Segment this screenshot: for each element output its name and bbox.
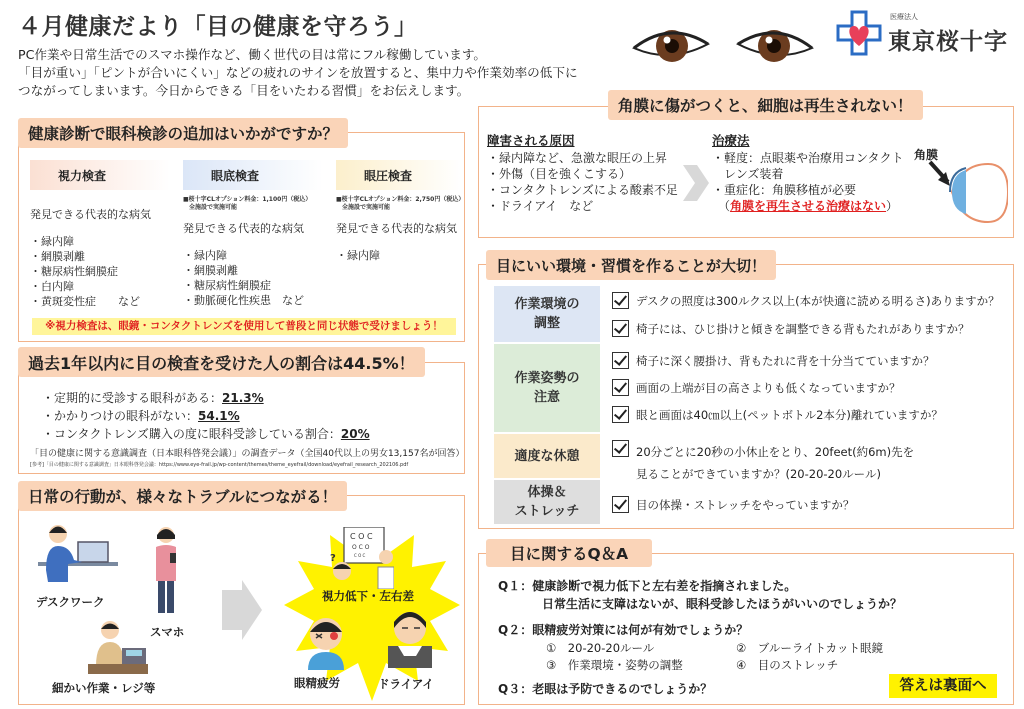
answer-option: ① 20-20-20ルール: [546, 641, 655, 655]
qa-header: 目に関するQ＆A: [486, 539, 652, 567]
eye-strain-label: 眼精疲労: [294, 676, 340, 690]
intro-text: PC作業や日常生活でのスマホ操作など、働く世代の目は常にフル稼働しています。 「目が重い」「ピントが合いにくい」などの疲れのサインを放置すると、集中力や作業効率の低下に つながってしまいます。今日からできる「目をいたわる習慣」をお伝えします。: [18, 47, 578, 98]
answer-on-back-badge: 答えは裏面へ: [889, 674, 997, 698]
answer-option: ③ 作業環境・姿勢の調整: [546, 658, 683, 672]
cornea-causes: 障害される原因 ・緑内障など、急激な眼圧の上昇 ・外傷（目を強くこする） ・コンタクトレンズによる酸素不足 ・ドライアイ など: [487, 133, 678, 213]
checkbox-icon: [612, 352, 629, 369]
arrow-right-icon: [222, 580, 262, 640]
eye-strain-icon: [300, 612, 352, 672]
vision-decline-label: 視力低下・左右差: [322, 589, 414, 603]
question-3: Q３：老眼は予防できるのでしょうか？: [498, 682, 713, 696]
checkbox-icon: [612, 320, 629, 337]
pressure-test-title: 眼圧検査: [336, 160, 462, 190]
svg-text:C O C: C O C: [350, 532, 373, 541]
dry-eye-label: ドライアイ: [378, 677, 434, 691]
question-1: Q１：健康診断で視力低下と左右差を指摘されました。: [498, 579, 797, 593]
logo: 医療法人 東京桜十字: [836, 10, 1016, 58]
survey-source: 「目の健康に関する意識調査（日本眼科啓発会議）」の調査データ（全国40代以上の男女13,157名が回答）: [30, 449, 465, 459]
check-item: 20分ごとに20秒の小休止をとり、20feet(約6m)先を 見ることができていますか？(20-20-20ルール): [636, 445, 915, 481]
checkbox-icon: [612, 440, 629, 457]
category-rest: 適度な休憩: [494, 434, 600, 478]
svg-text:?: ?: [330, 553, 336, 564]
phone-user-icon: [148, 525, 184, 620]
pressure-test-price: ■桜十字CLオプション料金：2,750円（税込） 全施設で実施可能: [336, 196, 465, 211]
dry-eye-icon: [382, 606, 440, 670]
question-1-detail: 日常生活に支障はないが、眼科受診したほうがいいのでしょうか？: [542, 597, 903, 611]
answer-option: ② ブルーライトカット眼鏡: [736, 641, 884, 655]
fine-work-label: 細かい作業・レジ等: [52, 681, 156, 695]
check-item: デスクの照度は300ルクス以上(本が快適に読める明るさ)ありますか？: [636, 294, 1000, 308]
survey-reference: [参考]「目の健康に関する意識調査」日本眼科啓発会議：https://www.eye-frail.jp/wp-content/themes/theme_eyefrail/download/eyefrail_research_202106.pdf: [30, 462, 409, 468]
vision-test-diseases: 発見できる代表的な病気 ・緑内障 ・網膜剥離 ・糖尿病性網膜症 ・白内障 ・黄斑変性症 など: [30, 208, 151, 308]
cornea-eye-icon: [922, 160, 1008, 226]
check-item: 目の体操・ストレッチをやっていますか？: [636, 498, 855, 512]
cashier-icon: [88, 618, 148, 674]
eyes-icon: [630, 18, 815, 68]
page-title: ４月健康だより「目の健康を守ろう」: [18, 14, 418, 40]
checkbox-icon: [612, 496, 629, 513]
pressure-test-diseases: 発見できる代表的な病気 ・緑内障: [336, 222, 457, 262]
check-item: 椅子に深く腰掛け、背もたれに背を十分当てていますか？: [636, 354, 935, 368]
desk-worker-icon: [38, 520, 118, 586]
answer-option: ④ 目のストレッチ: [736, 658, 839, 672]
svg-text:C O C: C O C: [354, 553, 366, 558]
arrow-right-icon: [683, 165, 709, 201]
category-posture: 作業姿勢の 注意: [494, 344, 600, 432]
checkbox-icon: [612, 292, 629, 309]
checkbox-icon: [612, 379, 629, 396]
category-environment: 作業環境の 調整: [494, 286, 600, 342]
exam-header: 健康診断で眼科検診の追加はいかがですか？: [18, 118, 348, 148]
check-item: 画面の上端が目の高さよりも低くなっていますか？: [636, 381, 901, 395]
desk-work-label: デスクワーク: [36, 595, 105, 609]
vision-test-footnote: ※視力検査は、眼鏡・コンタクトレンズを使用して普段と同じ状態で受けましょう！: [32, 318, 456, 335]
cornea-header: 角膜に傷がつくと、細胞は再生されない！: [608, 90, 923, 120]
checkbox-icon: [612, 406, 629, 423]
svg-text:O C O: O C O: [352, 544, 370, 551]
fundus-test-price: ■桜十字CLオプション料金：1,100円（税込） 全施設で実施可能: [183, 196, 312, 211]
habit-header: 目にいい環境・習慣を作ることが大切！: [486, 250, 776, 280]
fundus-test-diseases: 発見できる代表的な病気 ・緑内障 ・網膜剥離 ・糖尿病性網膜症 ・動脈硬化性疾患 など: [183, 222, 304, 307]
fundus-test-title: 眼底検査: [183, 160, 323, 190]
eye-chart-icon: [330, 527, 394, 589]
vision-test-title: 視力検査: [30, 160, 170, 190]
trouble-header: 日常の行動が、様々なトラブルにつながる！: [18, 481, 347, 511]
question-2: Q２：眼精疲労対策には何が有効でしょうか？: [498, 623, 749, 637]
check-item: 椅子には、ひじ掛けと傾きを調整できる背もたれがありますか？: [636, 322, 970, 336]
cross-logo-icon: [836, 10, 882, 56]
survey-results: ・定期的に受診する眼科がある：21.3% ・かかりつけの眼科がない：54.1% ・コンタクトレンズ購入の度に眼科受診している割合：20%: [42, 391, 370, 441]
category-exercise: 体操＆ ストレッチ: [494, 480, 600, 524]
smartphone-label: スマホ: [150, 625, 185, 639]
survey-header: 過去1年以内に目の検査を受けた人の割合は44.5%！: [18, 347, 425, 377]
cornea-treatment: 治療法 ・軽度：点眼薬や治療用コンタクト レンズ装着 ・重症化：角膜移植が必要 （角膜を再生させる治療はない）: [712, 133, 904, 213]
check-item: 眼と画面は40㎝以上(ペットボトル2本分)離れていますか？: [636, 408, 943, 422]
cornea-label: 角膜: [914, 148, 939, 162]
